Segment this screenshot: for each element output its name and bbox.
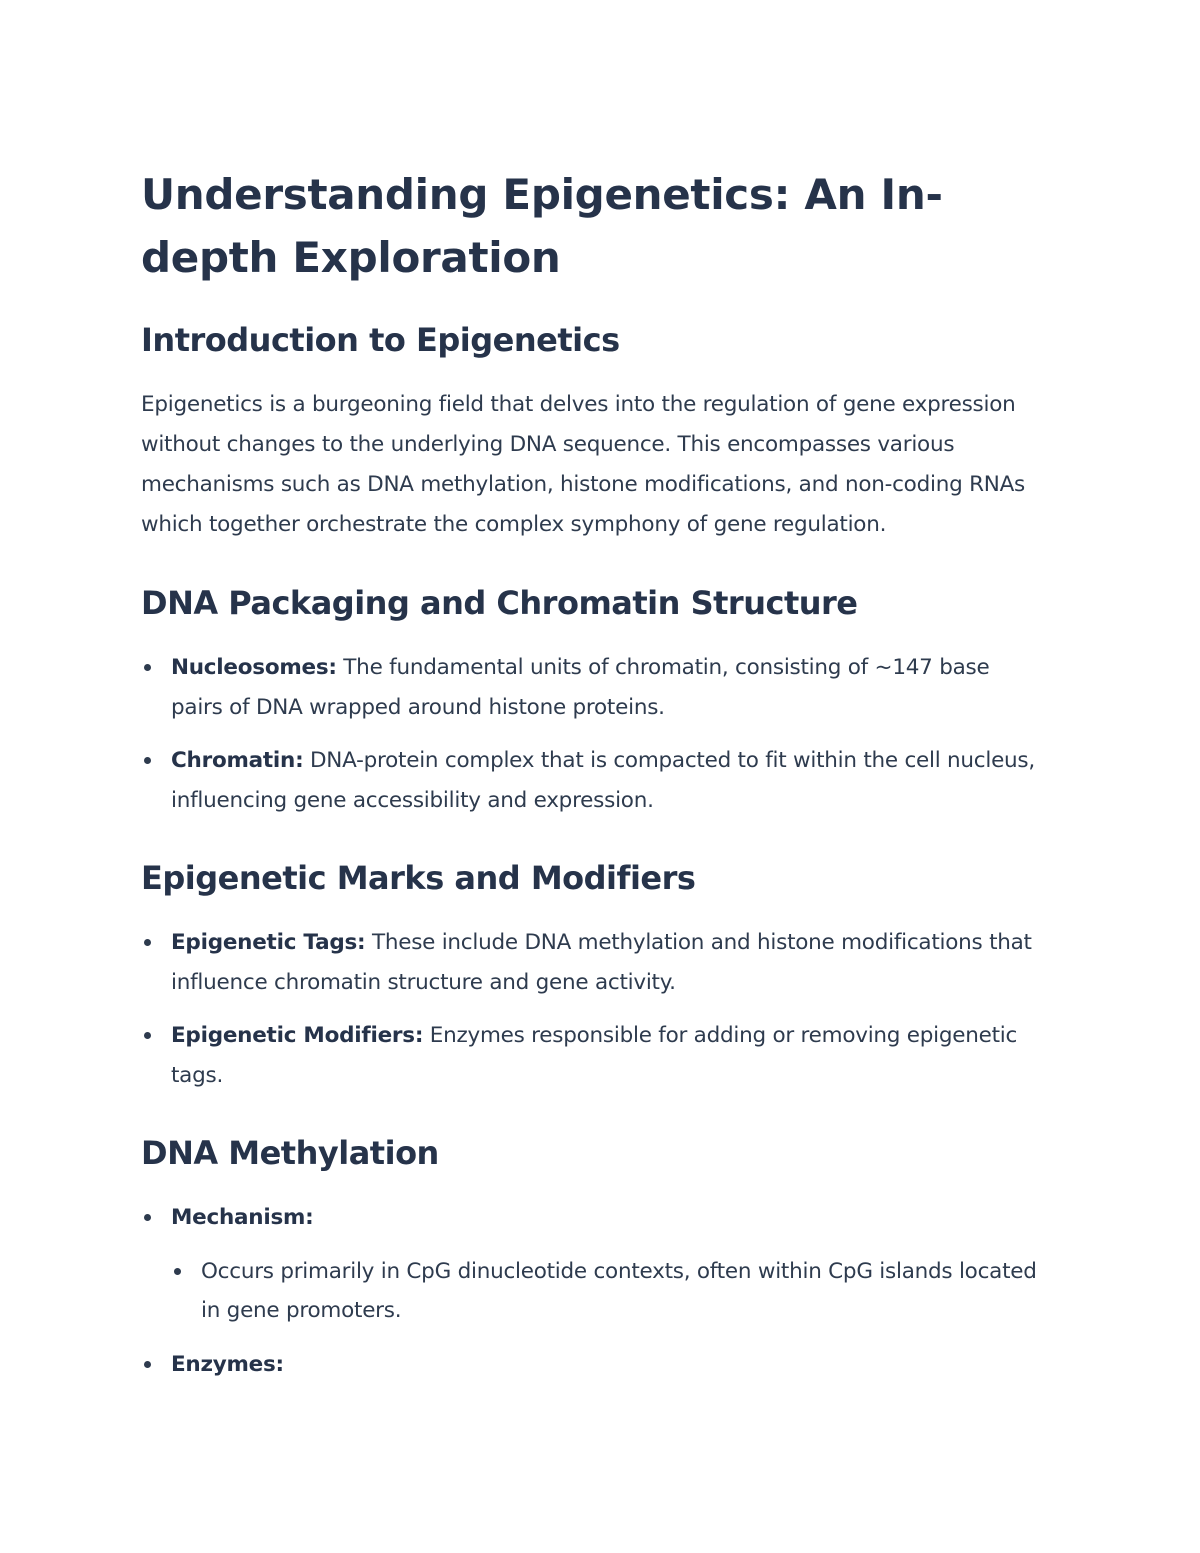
list-item-term: Epigenetic Modifiers:	[171, 1023, 424, 1048]
dna-methylation-list	[141, 1198, 1040, 1384]
dna-packaging-list	[141, 648, 1040, 820]
bullet-icon	[144, 939, 151, 946]
list-item	[141, 923, 1040, 1002]
epigenetic-marks-list	[141, 923, 1040, 1095]
list-item	[141, 648, 1040, 727]
nested-list-item	[171, 1252, 1040, 1331]
list-item	[141, 1345, 1040, 1385]
list-item-text: These include DNA methylation and histone modifications that influence chromatin structure and gene activity.	[171, 930, 1032, 995]
introduction-paragraph: Epigenetics is a burgeoning field that delves into the regulation of gene expression without changes to the underlying DNA sequence. This encompasses various mechanisms such as DNA methylation, histone modifications, and non-coding RNAs which together orchestrate the complex symphony of gene regulation.	[141, 392, 1025, 537]
list-item-term: Chromatin:	[171, 748, 304, 773]
bullet-icon	[174, 1268, 181, 1275]
list-item-term: Nucleosomes:	[171, 655, 337, 680]
bullet-icon	[144, 1361, 151, 1368]
list-item-text: Occurs primarily in CpG dinucleotide contexts, often within CpG islands located in gene promoters.	[201, 1258, 1037, 1323]
section-heading-dna-packaging: DNA Packaging and Chromatin Structure	[141, 584, 858, 622]
section-heading-epigenetic-marks: Epigenetic Marks and Modifiers	[141, 859, 696, 897]
nested-list	[171, 1252, 1040, 1331]
list-item-text: DNA-protein complex that is compacted to fit within the cell nucleus, influencing gene accessibility and expression.	[171, 748, 1035, 813]
bullet-icon	[144, 1214, 151, 1221]
list-item	[141, 1198, 1040, 1331]
list-item	[141, 741, 1040, 820]
list-item-term: Enzymes:	[171, 1351, 284, 1377]
list-item-term: Epigenetic Tags:	[171, 930, 366, 955]
bullet-icon	[144, 664, 151, 671]
list-item	[141, 1016, 1040, 1095]
list-item-text: The fundamental units of chromatin, consisting of ~147 base pairs of DNA wrapped around histone proteins.	[171, 655, 990, 720]
section-heading-dna-methylation: DNA Methylation	[141, 1134, 439, 1172]
list-item-text: Enzymes responsible for adding or removing epigenetic tags.	[171, 1023, 1018, 1088]
bullet-icon	[144, 1032, 151, 1039]
document-title: Understanding Epigenetics: An In-depth Exploration	[141, 170, 943, 282]
list-item-term: Mechanism:	[171, 1205, 314, 1230]
bullet-icon	[144, 757, 151, 764]
section-heading-introduction: Introduction to Epigenetics	[141, 321, 620, 359]
